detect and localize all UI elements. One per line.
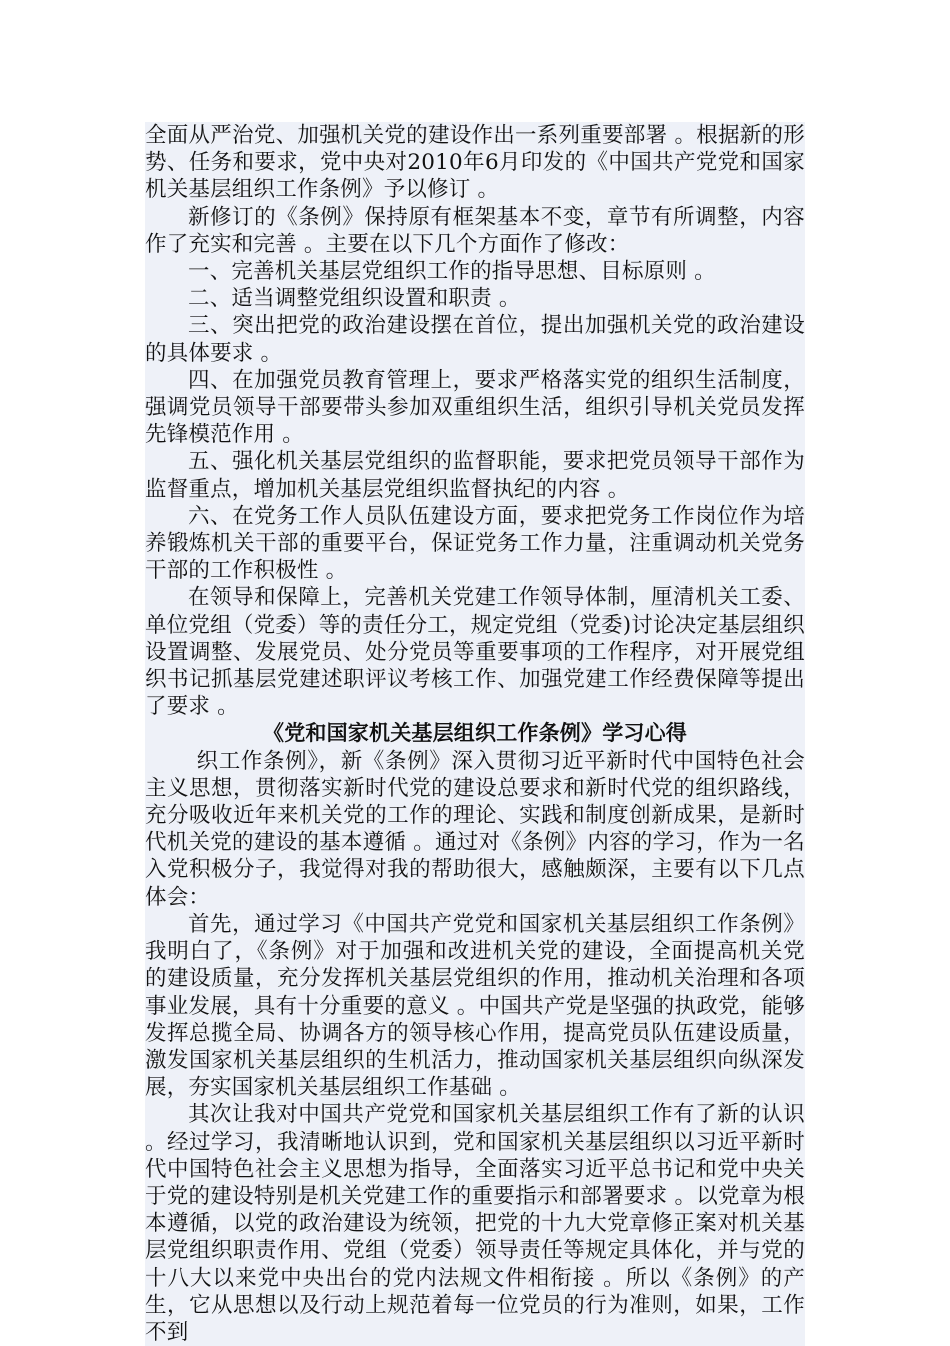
- paragraph-first-point: 首先，通过学习《中国共产党党和国家机关基层组织工作条例》我明白了，《条例》对于加强和改进机关党的建设，全面提高机关党的建设质量，充分发挥机关基层党组织的作用，推动机关治理和各项事业发展，具有十分重要的意义 。中国共产党是坚强的执政党，能够发挥总揽全局、协调各方的领导核心作用，提高党员队伍建设质量，激发国家机关基层组织的生机活力，推动国家机关基层组织向纵深发展，夯实国家机关基层组织工作基础 。: [145, 911, 805, 1101]
- paragraph-study-intro: 织工作条例》，新《条例》深入贯彻习近平新时代中国特色社会主义思想，贯彻落实新时代党的建设总要求和新时代党的组织路线，充分吸收近年来机关党的工作的理论、实践和制度创新成果，是新时代机关党的建设的基本遵循 。通过对《条例》内容的学习，作为一名入党积极分子，我觉得对我的帮助很大，感触颇深，主要有以下几点体会：: [145, 748, 805, 910]
- paragraph-point-3: 三、突出把党的政治建设摆在首位，提出加强机关党的政治建设的具体要求 。: [145, 313, 805, 366]
- paragraph-point-4: 四、在加强党员教育管理上，要求严格落实党的组织生活制度，强调党员领导干部要带头参加双重组织生活，组织引导机关党员发挥先锋模范作用 。: [145, 367, 805, 448]
- paragraph-point-2: 二、适当调整党组织设置和职责 。: [145, 285, 805, 312]
- paragraph-second-point: 其次让我对中国共产党党和国家机关基层组织工作有了新的认识 。经过学习，我清晰地认识到，党和国家机关基层组织以习近平新时代中国特色社会主义思想为指导，全面落实习近平总书记和党中央关于党的建设特别是机关党建工作的重要指示和部署要求 。以党章为根本遵循，以党的政治建设为统领，把党的十九大党章修正案对机关基层党组织职责作用、党组（党委）领导责任等规定具体化，并与党的十八大以来党中央出台的党内法规文件相衔接 。所以《条例》的产生，它从思想以及行动上规范着每一位党员的行为准则，如果，工作不到: [145, 1102, 805, 1345]
- document-body: [145, 122, 805, 1346]
- paragraph-point-5: 五、强化机关基层党组织的监督职能，要求把党员领导干部作为监督重点，增加机关基层党组织监督执纪的内容 。: [145, 449, 805, 502]
- paragraph-intro: 全面从严治党、加强机关党的建设作出一系列重要部署 。根据新的形势、任务和要求，党中央对2010年6月印发的《中国共产党党和国家机关基层组织工作条例》予以修订 。: [145, 123, 805, 203]
- section-title: 《党和国家机关基层组织工作条例》学习心得: [145, 720, 805, 747]
- paragraph-revision-summary: 新修订的《条例》保持原有框架基本不变，章节有所调整，内容作了充实和完善 。主要在以下几个方面作了修改：: [145, 204, 805, 257]
- paragraph-point-1: 一、完善机关基层党组织工作的指导思想、目标原则 。: [145, 258, 805, 285]
- paragraph-leadership: 在领导和保障上，完善机关党建工作领导体制，厘清机关工委、单位党组（党委）等的责任分工，规定党组（党委)讨论决定基层组织设置调整、发展党员、处分党员等重要事项的工作程序，对开展党组织书记抓基层党建述职评议考核工作、加强党建工作经费保障等提出了要求 。: [145, 585, 805, 720]
- paragraph-point-6: 六、在党务工作人员队伍建设方面，要求把党务工作岗位作为培养锻炼机关干部的重要平台，保证党务工作力量，注重调动机关党务干部的工作积极性 。: [145, 503, 805, 584]
